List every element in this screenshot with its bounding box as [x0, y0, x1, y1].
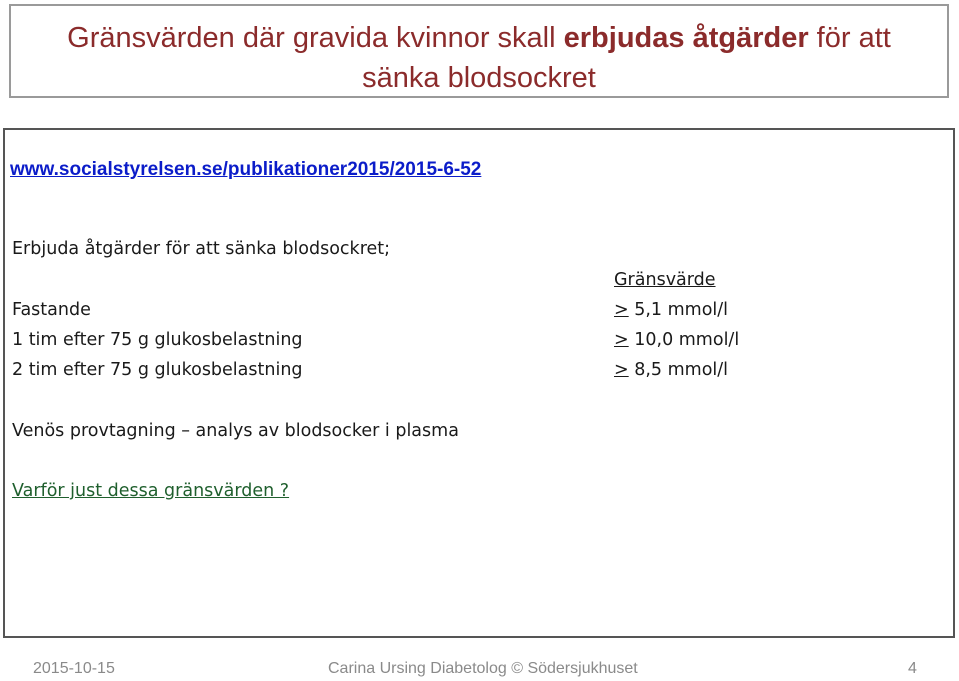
content-box [3, 128, 955, 638]
footer-page-number: 4 [908, 660, 917, 677]
row-value-fasting: > 5,1 mmol/l [614, 300, 729, 320]
slide-title: Gränsvärden där gravida kvinnor skall erbjudas åtgärder för att sänka blodsockret [67, 22, 891, 94]
source-link[interactable]: www.socialstyrelsen.se/publikationer2015/2015-6-52 [10, 159, 482, 180]
threshold-header: Gränsvärde [614, 270, 716, 290]
footer-author: Carina Ursing Diabetolog © Södersjukhuset [328, 660, 638, 677]
row-label-2h: 2 tim efter 75 g glukosbelastning [12, 360, 303, 380]
question-text: Varför just dessa gränsvärden ? [12, 481, 290, 501]
row-label-fasting: Fastande [12, 300, 91, 320]
row-label-1h: 1 tim efter 75 g glukosbelastning [12, 330, 303, 350]
row-value-1h: > 10,0 mmol/l [614, 330, 740, 350]
row-value-2h: > 8,5 mmol/l [614, 360, 729, 380]
intro-text: Erbjuda åtgärder för att sänka blodsockret; [12, 239, 391, 259]
sampling-note: Venös provtagning – analys av blodsocker i plasma [12, 421, 459, 441]
footer-date: 2015-10-15 [33, 660, 115, 677]
title-box [9, 4, 949, 98]
